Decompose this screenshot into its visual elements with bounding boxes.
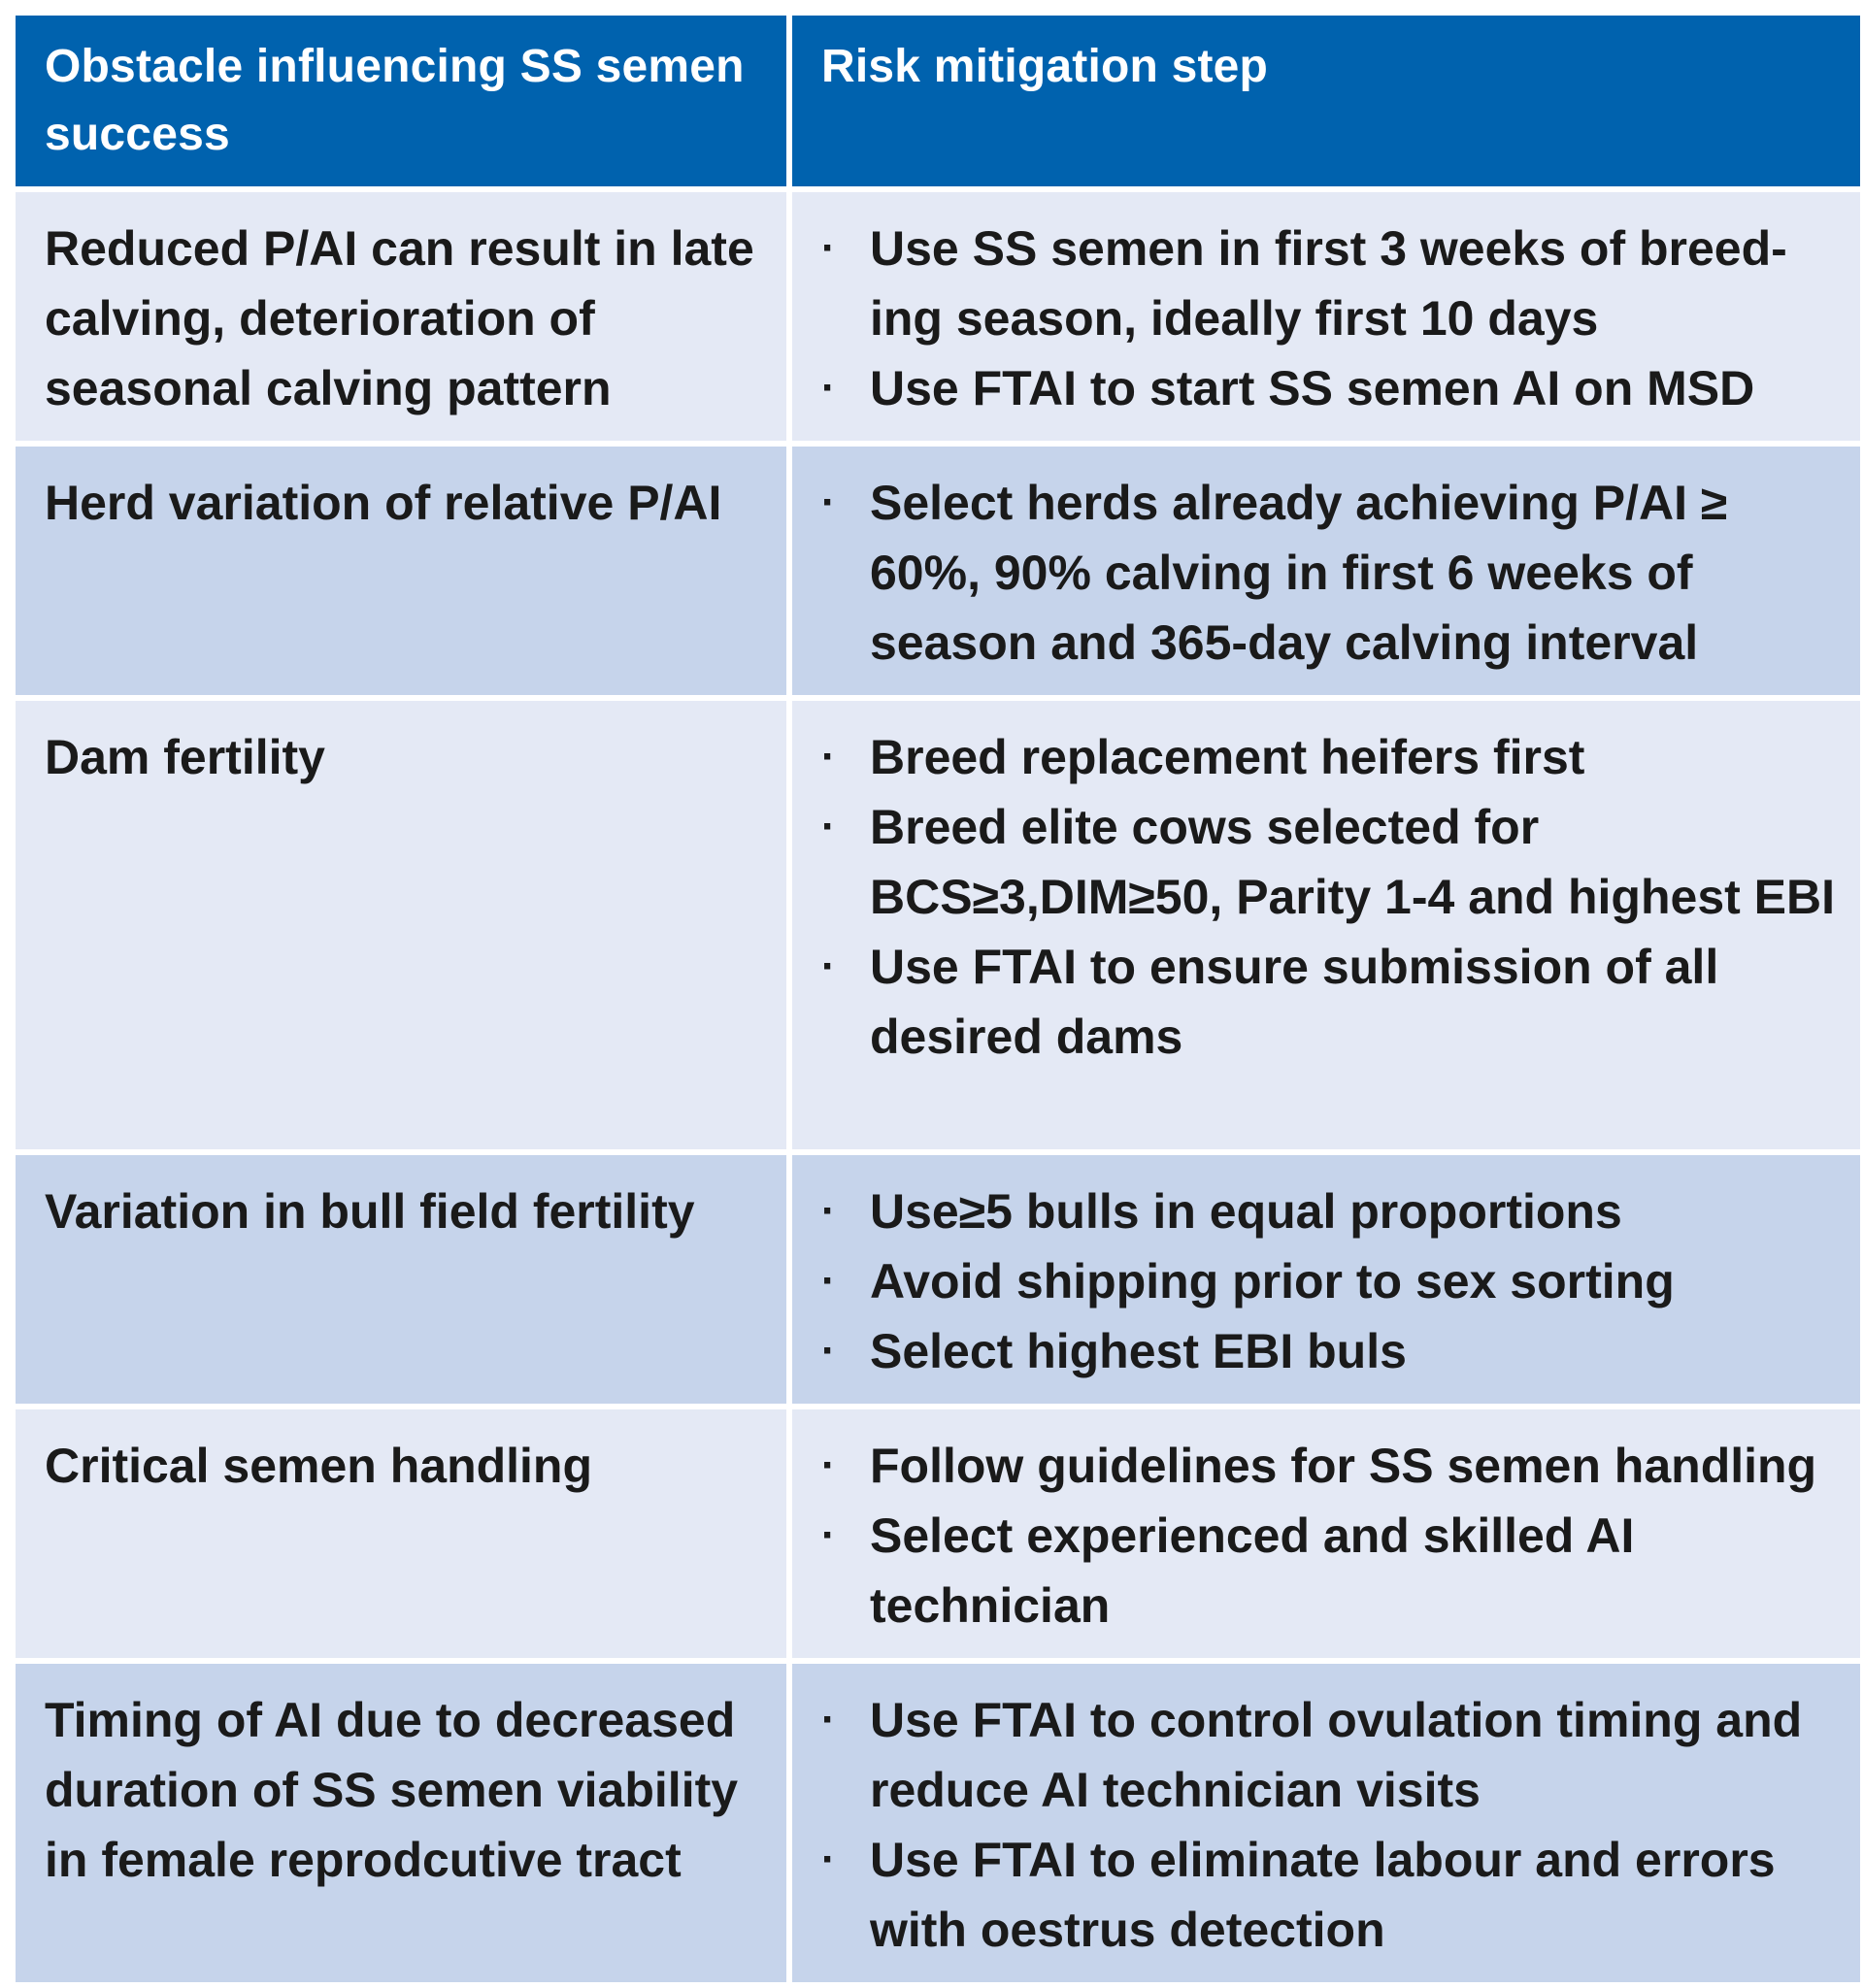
risk-mitigation-table: [10, 10, 1864, 1988]
list-item: [821, 932, 1837, 1072]
mitigation-list: [821, 214, 1837, 423]
step-text: Select highest EBI buls: [870, 1324, 1407, 1378]
list-item: [821, 1246, 1837, 1316]
mitigation-cell: [792, 1664, 1860, 1982]
bullet-icon: ·: [821, 1257, 836, 1305]
step-text: Use FTAI to eliminate labour and errors with oestrus detection: [870, 1833, 1776, 1957]
step-text: Use FTAI to ensure submission of all desired dams: [870, 940, 1719, 1064]
step-text: Follow guidelines for SS semen handling: [870, 1439, 1817, 1493]
table-row: [16, 447, 1860, 695]
step-text: Use FTAI to start SS semen AI on MSD: [870, 361, 1755, 415]
obstacle-cell: Variation in bull field fertility: [16, 1155, 786, 1404]
table-row: [16, 192, 1860, 441]
table-row: [16, 701, 1860, 1149]
mitigation-list: [821, 468, 1837, 678]
obstacle-cell: Reduced P/AI can result in late calving, deterioration of seasonal calving pattern: [16, 192, 786, 441]
mitigation-cell: [792, 192, 1860, 441]
list-item: [821, 1431, 1837, 1501]
list-item: [821, 353, 1837, 423]
obstacle-cell: Herd variation of relative P/AI: [16, 447, 786, 695]
bullet-icon: ·: [821, 1187, 836, 1235]
table-row: [16, 1409, 1860, 1658]
list-item: [821, 214, 1837, 353]
bullet-icon: ·: [821, 224, 836, 272]
mitigation-cell: [792, 447, 1860, 695]
mitigation-cell: [792, 1409, 1860, 1658]
step-text: Select herds already achieving P/AI ≥ 60%, 90% calving in first 6 weeks of season and 365-day calving interval: [870, 476, 1728, 670]
obstacle-cell: Critical semen handling: [16, 1409, 786, 1658]
step-text: Use SS semen in first 3 weeks of breed-ing season, ideally first 10 days: [870, 221, 1787, 346]
bullet-icon: ·: [821, 1696, 836, 1743]
list-item: [821, 468, 1837, 678]
table-container: [10, 10, 1854, 1957]
mitigation-list: [821, 1685, 1837, 1965]
list-item: [821, 1685, 1837, 1825]
list-item: [821, 1316, 1837, 1386]
list-item: [821, 792, 1837, 932]
bullet-icon: ·: [821, 479, 836, 526]
header-obstacle: Obstacle influencing SS semen success: [16, 16, 786, 186]
table-row: [16, 1155, 1860, 1404]
step-text: Use≥5 bulls in equal proportions: [870, 1184, 1622, 1239]
step-text: Breed elite cows selected for BCS≥3,DIM≥50, Parity 1-4 and highest EBI: [870, 800, 1836, 924]
header-risk-mitigation: Risk mitigation step: [792, 16, 1860, 186]
step-text: Avoid shipping prior to sex sorting: [870, 1254, 1675, 1309]
mitigation-list: [821, 722, 1837, 1072]
bullet-icon: ·: [821, 1441, 836, 1489]
bullet-icon: ·: [821, 1836, 836, 1883]
bullet-icon: ·: [821, 803, 836, 850]
list-item: [821, 722, 1837, 792]
mitigation-list: [821, 1431, 1837, 1640]
bullet-icon: ·: [821, 943, 836, 990]
bullet-icon: ·: [821, 364, 836, 412]
step-text: Use FTAI to control ovulation timing and reduce AI technician visits: [870, 1693, 1803, 1817]
table-header-row: [16, 16, 1860, 186]
mitigation-list: [821, 1176, 1837, 1386]
bullet-icon: ·: [821, 1327, 836, 1375]
list-item: [821, 1825, 1837, 1965]
obstacle-cell: Dam fertility: [16, 701, 786, 1149]
list-item: [821, 1501, 1837, 1640]
bullet-icon: ·: [821, 1511, 836, 1559]
step-text: Select experienced and skilled AI technician: [870, 1508, 1635, 1633]
mitigation-cell: [792, 1155, 1860, 1404]
step-text: Breed replacement heifers first: [870, 730, 1585, 784]
table-row: [16, 1664, 1860, 1982]
obstacle-cell: Timing of AI due to decreased duration of SS semen viability in female reprodcutive tract: [16, 1664, 786, 1982]
list-item: [821, 1176, 1837, 1246]
bullet-icon: ·: [821, 733, 836, 780]
mitigation-cell: [792, 701, 1860, 1149]
